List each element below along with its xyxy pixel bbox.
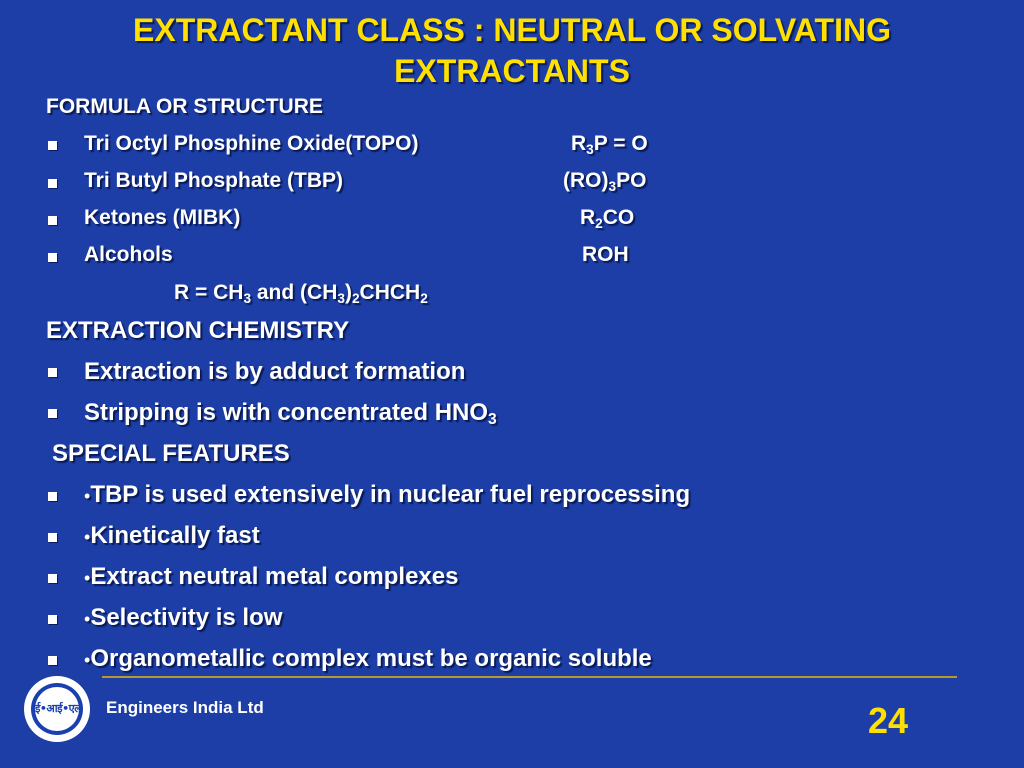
bullet-icon	[48, 253, 57, 262]
r-definition: $R = CH_3$ and $(CH_3)_2CHCH_2$	[174, 281, 428, 306]
chemistry-heading: EXTRACTION CHEMISTRY	[46, 317, 350, 344]
feature-item: •Kinetically fast	[84, 522, 260, 549]
feature-item: •TBP is used extensively in nuclear fuel reprocessing	[84, 481, 691, 508]
bullet-icon	[48, 615, 57, 624]
bullet-icon	[48, 533, 57, 542]
bullet-icon	[48, 216, 57, 225]
formula-heading: FORMULA OR STRUCTURE	[46, 95, 323, 118]
extractant-name: Tri Octyl Phosphine Oxide(TOPO)	[84, 132, 419, 155]
company-logo	[24, 676, 90, 742]
bullet-icon	[48, 141, 57, 150]
logo-text: ई•आई•एल	[35, 702, 82, 715]
extractant-formula: $R_2CO$	[580, 206, 635, 231]
bullet-icon	[48, 574, 57, 583]
features-heading: SPECIAL FEATURES	[52, 440, 290, 467]
bullet-icon	[48, 409, 57, 418]
feature-item: •Organometallic complex must be organic soluble	[84, 645, 652, 672]
bullet-icon	[48, 492, 57, 501]
bullet-icon	[48, 656, 57, 665]
extractant-name: Alcohols	[84, 243, 173, 266]
footer-company-name: Engineers India Ltd	[106, 698, 264, 717]
feature-item: •Selectivity is low	[84, 604, 283, 631]
chemistry-item: Extraction is by adduct formation	[84, 358, 466, 385]
footer-divider	[102, 676, 957, 678]
slide-title: EXTRACTANT CLASS : NEUTRAL OR SOLVATING EXTRACTANTS	[133, 12, 891, 89]
extractant-formula: $(RO)_3PO$	[563, 169, 647, 194]
extractant-name: Tri Butyl Phosphate (TBP)	[84, 169, 344, 192]
page-number: 24	[868, 700, 909, 741]
bullet-icon	[48, 368, 57, 377]
extractant-formula: $R_3P = O$	[571, 132, 648, 157]
bullet-icon	[48, 179, 57, 188]
feature-item: •Extract neutral metal complexes	[84, 563, 459, 590]
extractant-formula: ROH	[582, 243, 629, 266]
chemistry-item: Stripping is with concentrated $HNO_3$	[84, 399, 497, 428]
extractant-name: Ketones (MIBK)	[84, 206, 241, 229]
